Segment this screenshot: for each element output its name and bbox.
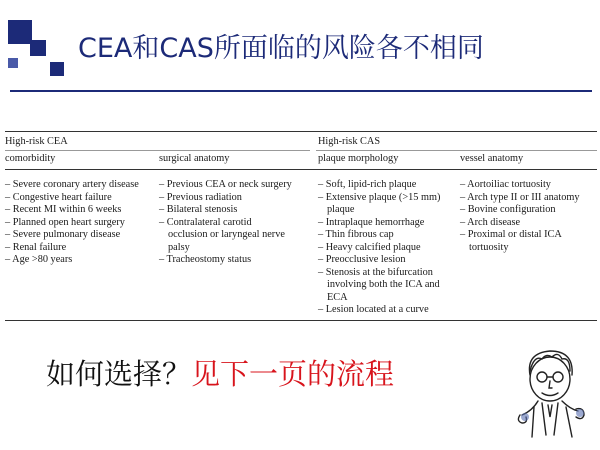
list-item: palsy [168,241,190,253]
question-prompt: 如何选择？ [46,357,192,391]
list-item: – Heavy calcified plaque [318,241,421,253]
table-top-rule [5,131,597,132]
header-plaque-morphology: plaque morphology [318,153,399,164]
list-item: – Contralateral carotid [159,216,252,228]
list-item: – Proximal or distal ICA [460,229,562,240]
list-item: – Age >80 years [5,254,73,265]
list-item: – Lesion located at a curve [318,304,429,315]
list-item: – Recent MI within 6 weeks [5,204,122,215]
list-item: occlusion or laryngeal nerve [168,229,285,240]
list-item: – Soft, lipid-rich plaque [318,179,417,190]
list-item: – Stenosis at the bifurcation [318,266,433,278]
vessel-anatomy-list [460,179,580,254]
list-item: involving both the ICA and [327,279,440,290]
list-item: – Tracheostomy status [159,254,252,265]
question-line [46,352,394,393]
list-item: – Severe pulmonary disease [5,229,121,240]
list-item: – Thin fibrous cap [318,229,394,240]
list-item: – Renal failure [5,241,67,253]
comorbidity-list [5,179,139,267]
doctor-cartoon-illustration [512,345,594,445]
list-item: – Extensive plaque (>15 mm) [318,191,441,203]
group-header-cas: High-risk CAS [318,136,381,147]
list-item: ECA [327,291,348,303]
group-rule-cea [5,150,310,151]
group-header-cea: High-risk CEA [5,136,68,147]
header-rule [5,169,597,170]
header-comorbidity: comorbidity [5,153,56,164]
plaque-morphology-list [318,179,440,317]
header-surgical-anatomy: surgical anatomy [159,153,230,164]
list-item: plaque [327,204,355,215]
title-divider [10,90,592,92]
list-item: – Preocclusive lesion [318,254,406,265]
list-item: – Arch type II or III anatomy [460,191,580,203]
list-item: tortuosity [469,241,509,253]
slide-title: CEA和CAS所面临的风险各不相同 [78,33,484,64]
group-rule-cas [316,150,597,151]
list-item: – Arch disease [460,216,521,228]
list-item: – Congestive heart failure [5,191,112,203]
list-item: – Bovine configuration [460,204,556,215]
list-item: – Severe coronary artery disease [5,179,139,190]
surgical-anatomy-list [159,179,292,267]
list-item: – Planned open heart surgery [5,216,125,228]
header-vessel-anatomy: vessel anatomy [460,153,524,164]
list-item: – Previous CEA or neck surgery [159,179,292,190]
list-item: – Intraplaque hemorrhage [318,216,425,228]
list-item: – Aortoiliac tortuosity [460,179,551,190]
next-page-hint: 见下一页的流程 [191,357,395,391]
list-item: – Previous radiation [159,191,242,203]
list-item: – Bilateral stenosis [159,204,238,215]
table-bottom-rule [5,320,597,321]
